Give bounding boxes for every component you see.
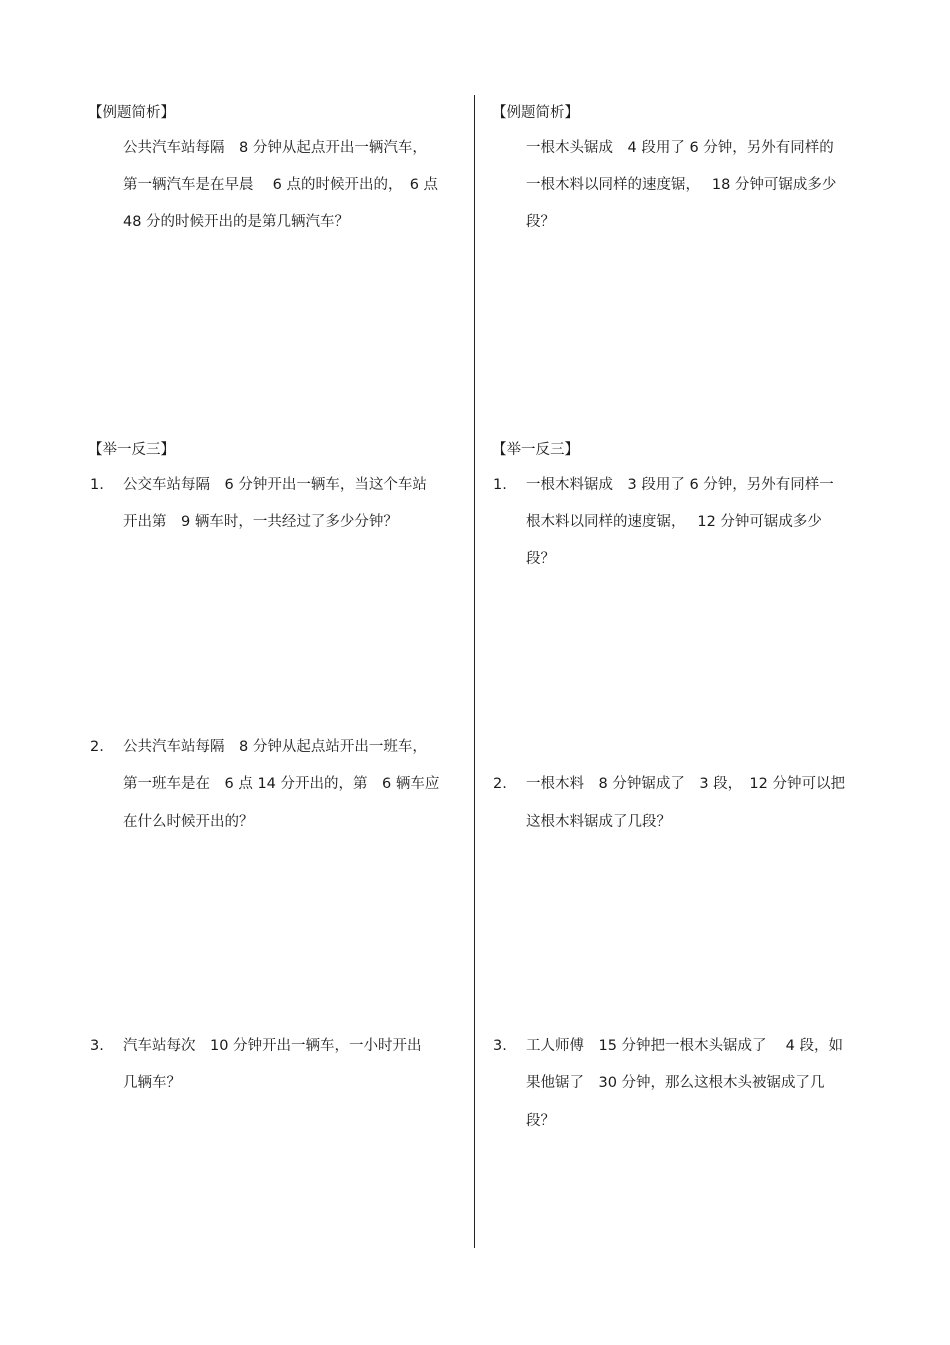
left-problem-1-line: 公交车站每隔 6 分钟开出一辆车，当这个车站 [123,477,427,493]
right-problem-1-line: 段？ [526,551,555,567]
left-practice-heading: 【举一反三】 [88,442,175,458]
right-problem-3-line: 果他锯了 30 分钟，那么这根木头被锯成了几 [526,1075,825,1091]
left-problem-3-line: 几辆车？ [123,1075,181,1091]
left-problem-1-line: 开出第 9 辆车时，一共经过了多少分钟？ [123,514,398,530]
right-problem-1-line: 根木料以同样的速度锯， 12 分钟可锯成多少 [526,514,822,530]
right-problem-2-line: 这根木料锯成了几段？ [526,814,671,830]
left-problem-2-line: 公共汽车站每隔 8 分钟从起点站开出一班车， [123,739,427,755]
left-example-line: 48 分的时候开出的是第几辆汽车？ [123,214,350,230]
right-problem-3-number: 3. [493,1038,507,1054]
right-practice-heading: 【举一反三】 [492,442,579,458]
right-example-heading: 【例题简析】 [492,105,579,121]
right-problem-2-number: 2. [493,776,507,792]
left-problem-3-number: 3. [90,1038,104,1054]
right-problem-3-line: 段？ [526,1113,555,1129]
right-problem-1-line: 一根木料锯成 3 段用了 6 分钟，另外有同样一 [526,477,834,493]
right-example-line: 段？ [526,214,555,230]
left-example-heading: 【例题简析】 [88,105,175,121]
right-problem-2-line: 一根木料 8 分钟锯成了 3 段， 12 分钟可以把 [526,776,845,792]
left-problem-2-line: 第一班车是在 6 点 14 分开出的，第 6 辆车应 [123,776,440,792]
right-example-line: 一根木料以同样的速度锯， 18 分钟可锯成多少 [526,177,837,193]
left-problem-2-number: 2. [90,739,104,755]
right-example-line: 一根木头锯成 4 段用了 6 分钟，另外有同样的 [526,140,834,156]
left-problem-1-number: 1. [90,477,104,493]
left-problem-3-line: 汽车站每次 10 分钟开出一辆车，一小时开出 [123,1038,422,1054]
left-problem-2-line: 在什么时候开出的？ [123,814,254,830]
right-problem-1-number: 1. [493,477,507,493]
left-example-line: 第一辆汽车是在早晨 6 点的时候开出的， 6 点 [123,177,439,193]
column-divider [474,95,475,1248]
right-problem-3-line: 工人师傅 15 分钟把一根木头锯成了 4 段，如 [526,1038,844,1054]
left-example-line: 公共汽车站每隔 8 分钟从起点开出一辆汽车， [123,140,427,156]
